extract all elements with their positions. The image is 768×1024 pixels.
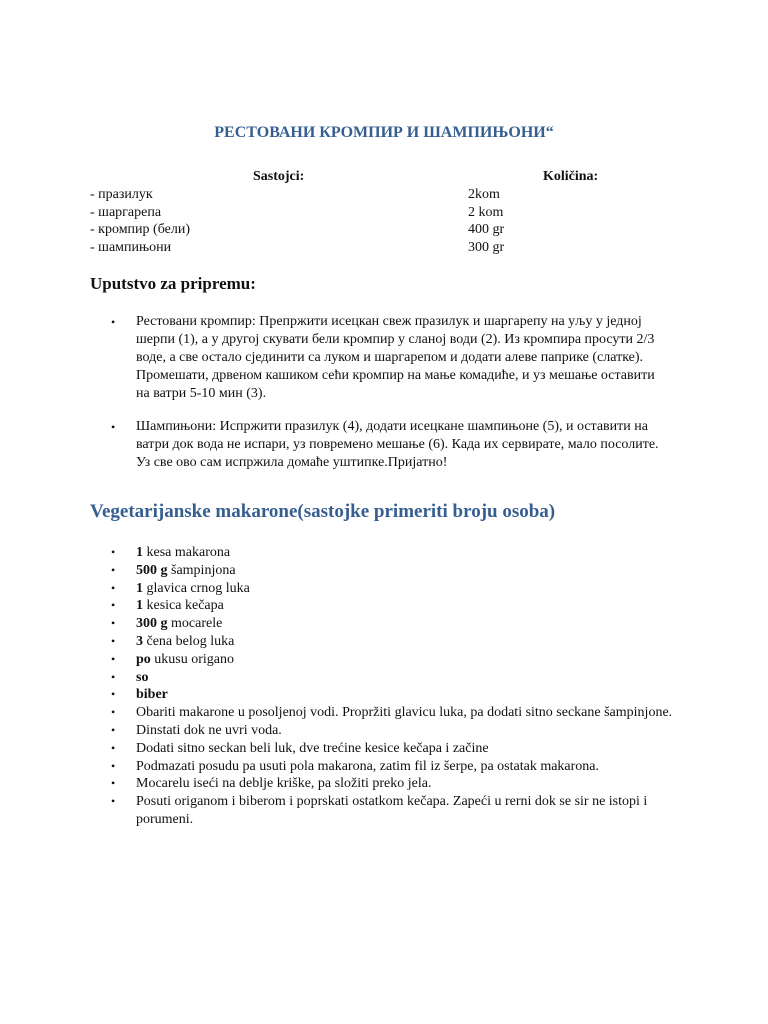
item-text: Dinstati dok ne uvri voda. [136, 722, 282, 738]
list-item [111, 793, 691, 829]
list-item [111, 651, 691, 669]
item-text: ukusu origano [150, 651, 235, 667]
section-heading: Vegetarijanske makarone(sastojke primeriti broju osoba) [90, 501, 556, 522]
list-item [111, 544, 691, 562]
bullet-icon: • [111, 740, 116, 755]
list-item [111, 740, 691, 758]
list-item [111, 580, 691, 598]
ingredients-table [90, 167, 710, 256]
bullet-icon: • [111, 651, 116, 666]
bullet-icon: • [111, 580, 116, 595]
item-text: Dodati sitno seckan beli luk, dve trećine kesice kečapa i začine [136, 740, 489, 756]
bullet-icon: • [111, 420, 116, 434]
item-text: Mocarelu iseći na deblje kriške, pa složiti preko jela. [136, 776, 432, 792]
bullet-icon: • [111, 687, 116, 702]
ingredient-qty: 300 gr [468, 239, 505, 255]
instructions-list [111, 313, 671, 487]
item-amount: 3 [136, 633, 143, 649]
table-row [90, 204, 710, 222]
table-header [90, 167, 710, 186]
list-item [111, 775, 691, 793]
item-text: čena belog luka [143, 633, 235, 649]
instruction-text: Шампињони: Испржити празилук (4), додати исецкане шампињоне (5), и оставити на ватри док вода не испари, уз повремено мешање (6). Када их сервирате, мало посолите. Уз све ово сам испржила домаће уштипке.Пријатно! [136, 419, 659, 470]
list-item [111, 418, 671, 472]
item-text: mocarele [167, 616, 223, 632]
item-amount: biber [136, 687, 168, 703]
table-row [90, 239, 710, 257]
ingredient-name: - празилук [90, 187, 153, 202]
bullet-icon: • [111, 562, 116, 577]
bullet-icon: • [111, 598, 116, 613]
ingredient-qty: 2kom [468, 187, 500, 202]
bullet-icon: • [111, 545, 116, 559]
item-amount: 1 [136, 580, 143, 596]
list-item [111, 562, 691, 580]
bullet-icon: • [111, 315, 116, 329]
item-amount: po [136, 651, 151, 667]
ingredient-name: - шампињони [90, 239, 172, 255]
ingredient-name: - шаргарепа [90, 204, 162, 220]
list-item [111, 704, 691, 722]
list-item [111, 615, 691, 633]
instruction-text: Рестовани кромпир: Препржити исецкан свеж празилук и шаргарепу на уљу у једној шерпи (1), а у другој скувати бели кромпир у сланој води (2). Из кромпира просути 2/3 воде, а све остало сјединити са луком и шаргарепом и додати алеве паприке (слатке). Промешати, дрвеном кашиком сећи кромпир на мање комадиће, и уз мешање оставити на ватри 5-10 мин (3). [136, 314, 655, 401]
list-item [111, 313, 671, 403]
ingredient-qty: 400 gr [468, 222, 505, 237]
header-ingredients: Sastojci: [253, 169, 305, 184]
item-text: Posuti origanom i biberom i poprskati ostatkom kečapa. Zapeći u rerni dok se sir ne istopi i porumeni. [136, 794, 648, 827]
recipe-title: РЕСТОВАНИ КРОМПИР И ШАМПИЊОНИ“ [214, 124, 554, 141]
bullet-icon: • [111, 776, 116, 791]
item-text: glavica crnog luka [143, 580, 250, 596]
bullet-icon: • [111, 705, 116, 720]
ingredient-name: - кромпир (бели) [90, 222, 190, 237]
instructions-heading: Uputstvo za pripremu: [90, 274, 256, 293]
recipe-list [111, 544, 691, 829]
item-text: Obariti makarone u posoljenoj vodi. Propržiti glavicu luka, pa dodati sitno seckane šampinjone. [136, 705, 673, 721]
list-item [111, 686, 691, 704]
item-amount: 500 g [136, 562, 168, 578]
bullet-icon: • [111, 794, 116, 809]
list-item [111, 633, 691, 651]
ingredient-qty: 2 kom [468, 204, 504, 220]
item-amount: 1 [136, 545, 143, 560]
header-quantity: Količina: [543, 169, 599, 184]
list-item [111, 758, 691, 776]
item-amount: 300 g [136, 616, 168, 632]
item-text: kesica kečapa [143, 598, 224, 614]
item-amount: so [136, 669, 149, 685]
bullet-icon: • [111, 722, 116, 737]
table-row [90, 221, 710, 239]
list-item [111, 597, 691, 615]
table-row [90, 186, 710, 204]
item-text: Podmazati posudu pa usuti pola makarona, zatim fil iz šerpe, pa ostatak makarona. [136, 758, 600, 774]
list-item [111, 669, 691, 687]
item-amount: 1 [136, 598, 143, 614]
bullet-icon: • [111, 616, 116, 631]
bullet-icon: • [111, 669, 116, 684]
list-item [111, 722, 691, 740]
bullet-icon: • [111, 633, 116, 648]
bullet-icon: • [111, 758, 116, 773]
item-text: šampinjona [167, 562, 236, 578]
item-text: kesa makarona [143, 545, 231, 560]
